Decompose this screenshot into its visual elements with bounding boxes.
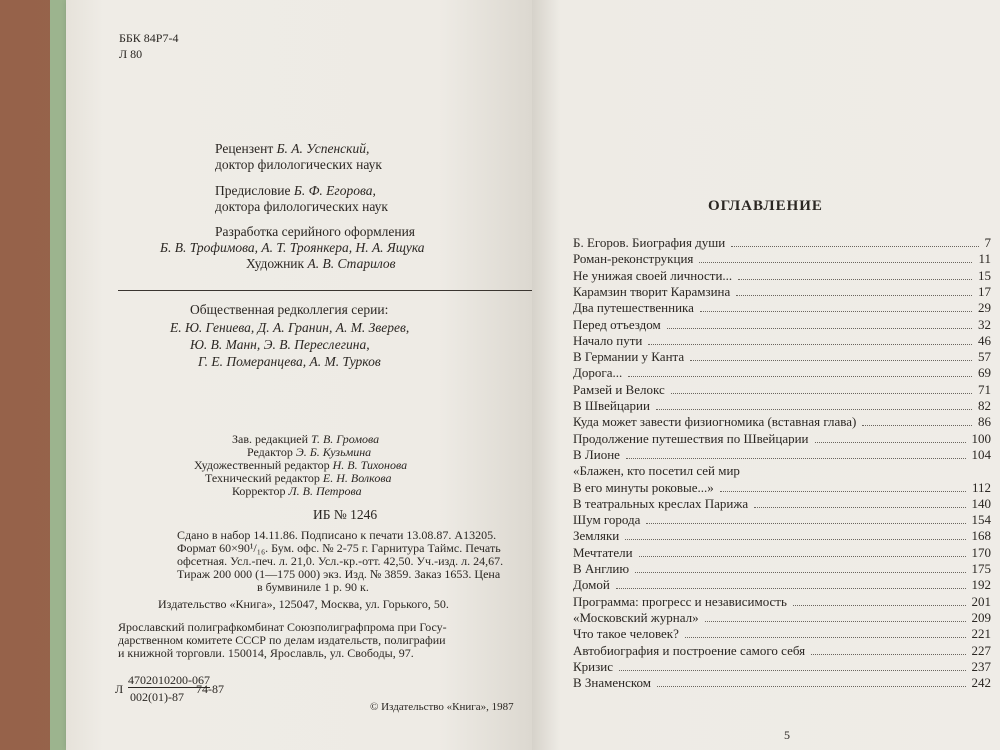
toc-entry [573, 381, 991, 398]
toc-entry [573, 267, 991, 284]
toc-entry-page: 11 [978, 251, 991, 266]
toc-entry-page: 237 [971, 659, 991, 674]
bbk-code: ББК 84Р7-4 [119, 31, 179, 45]
toc-entry-page: 7 [984, 235, 991, 250]
toc-entry-title: Карамзин творит Карамзина [573, 284, 731, 299]
toc-entry [573, 283, 991, 300]
toc-entry-title: В Швейцарии [573, 398, 650, 413]
ib-number: ИБ № 1246 [313, 507, 378, 522]
toc-entry [573, 495, 991, 512]
toc-entry-title: Куда может завести физиогномика (вставная глава) [573, 414, 857, 429]
design-authors: Б. В. Трофимова, А. Т. Троянкера, Н. А. Ящука [160, 240, 425, 255]
toc-entry-title: Дорога... [573, 365, 623, 380]
toc-entry-title: Два путешественника [573, 300, 694, 315]
toc-leader-dots [754, 507, 965, 508]
toc-leader-dots [811, 654, 965, 655]
toc-leader-dots [626, 458, 966, 459]
toc-entry-page: 29 [978, 300, 991, 315]
toc-leader-dots [700, 311, 972, 312]
toc-entry [573, 348, 991, 365]
toc-entry-title: В театральных креслах Парижа [573, 496, 749, 511]
index-suffix: 74-87 [196, 682, 224, 696]
toc-leader-dots [639, 556, 966, 557]
toc-leader-dots [699, 262, 972, 263]
toc-leader-dots [731, 246, 978, 247]
toc-leader-dots [671, 393, 972, 394]
toc-entry-title: Программа: прогресс и независимость [573, 594, 787, 609]
editor-line-2: Редактор Э. Б. Кузьмина [247, 445, 372, 459]
print-line-3: офсетная. Усл.-печ. л. 21,0. Усл.-кр.-отт. 42,50. Уч.-изд. л. 24,67. [177, 554, 504, 568]
toc-entry-page: 46 [978, 333, 991, 348]
print-line-2: Формат 60×90¹/₁₆. Бум. офс. № 2-75 г. Гарнитура Таймс. Печать [177, 541, 501, 555]
toc-entry-title: Шум города [573, 512, 641, 527]
toc-entry-title: Продолжение путешествия по Швейцарии [573, 431, 809, 446]
toc-leader-dots [625, 539, 965, 540]
toc-entry-page: 82 [978, 398, 991, 413]
toc-entry [573, 364, 991, 381]
board-title: Общественная редколлегия серии: [190, 302, 389, 317]
toc-entry-title: Автобиография и построение самого себя [573, 643, 806, 658]
toc-entry-title: В Лионе [573, 447, 620, 462]
copyright: © Издательство «Книга», 1987 [370, 701, 514, 713]
printer-line-2: дарственном комитете СССР по делам издательств, полиграфии [118, 633, 446, 647]
toc-leader-dots [720, 491, 966, 492]
toc-entry [573, 544, 991, 561]
toc-leader-dots [628, 376, 972, 377]
toc-entry-title: В Знаменском [573, 675, 652, 690]
toc-entry [573, 576, 991, 593]
toc-entry-page: 209 [971, 610, 991, 625]
toc-leader-dots [705, 621, 966, 622]
toc-entry [573, 397, 991, 414]
toc-entry [573, 674, 991, 691]
toc-leader-dots [657, 686, 965, 687]
board-line-2: Ю. В. Манн, Э. В. Переслегина, [190, 337, 370, 352]
toc-leader-dots [738, 279, 972, 280]
toc-entry-page: 227 [971, 643, 991, 658]
toc-entry [573, 527, 991, 544]
toc-entry-page: 112 [971, 480, 991, 495]
toc-entry [573, 299, 991, 316]
reviewer-degree: доктор филологических наук [215, 157, 382, 172]
editor-line-4: Технический редактор Е. Н. Волкова [205, 471, 392, 485]
toc-entry-title: В его минуты роковые...» [573, 480, 714, 495]
board-line-1: Е. Ю. Гениева, Д. А. Гранин, А. М. Зверев, [170, 320, 410, 335]
toc-entry-title: Кризис [573, 659, 613, 674]
toc-entry-title: Начало пути [573, 333, 643, 348]
toc-entry-title: «Московский журнал» [573, 610, 699, 625]
editor-line-1: Зав. редакцией Т. В. Громова [232, 432, 380, 446]
toc-entry-page: 86 [978, 414, 991, 429]
page-number: 5 [784, 728, 790, 742]
toc-entry [573, 446, 991, 463]
toc-entry-page: 104 [971, 447, 991, 462]
print-line-1: Сдано в набор 14.11.86. Подписано к печати 13.08.87. А13205. [177, 528, 497, 542]
publisher-address: Издательство «Книга», 125047, Москва, ул. Горького, 50. [158, 597, 449, 611]
printer-line-3: и книжной торговли. 150014, Ярославль, ул. Свободы, 97. [118, 646, 414, 660]
index-numerator: 4702010200-067 [128, 673, 210, 687]
printer-line-1: Ярославский полиграфкомбинат Союзполиграфпрома при Госу- [118, 620, 447, 634]
toc-leader-dots [685, 637, 966, 638]
toc-entry-title: Домой [573, 577, 610, 592]
toc-entry-title: Что такое человек? [573, 626, 679, 641]
toc-entry-page: 192 [971, 577, 991, 592]
toc-entry-page: 71 [978, 382, 991, 397]
toc-leader-dots [656, 409, 972, 410]
toc-entry-page: 100 [971, 431, 991, 446]
design-line: Разработка серийного оформления [215, 224, 416, 239]
toc-entry [573, 593, 991, 610]
toc-entry-title: Перед отъездом [573, 317, 661, 332]
toc-entry-page: 168 [971, 528, 991, 543]
toc-entry-title: Не унижая своей личности... [573, 268, 733, 283]
toc-entry-page: 201 [971, 594, 991, 609]
toc-entry-title: Рамзей и Велокс [573, 382, 665, 397]
toc-entry-page: 154 [971, 512, 991, 527]
reviewer-line: Рецензент Б. А. Успенский, [215, 141, 370, 156]
toc-entry [573, 332, 991, 349]
print-line-5: в бумвиниле 1 р. 90 к. [257, 580, 369, 594]
toc-entry [573, 234, 991, 251]
print-line-4: Тираж 200 000 (1—175 000) экз. Изд. № 3859. Заказ 1653. Цена [177, 567, 501, 581]
toc-entry-title: Б. Егоров. Биография души [573, 235, 726, 250]
preface-degree: доктора филологических наук [215, 199, 388, 214]
toc-entry-page: 221 [971, 626, 991, 641]
artist-line: Художник А. В. Старилов [246, 256, 396, 271]
toc-entry-page: 69 [978, 365, 991, 380]
index-denominator: 002(01)-87 [130, 690, 184, 704]
toc-leader-dots [690, 360, 972, 361]
toc-entry [573, 625, 991, 642]
divider-rule [118, 290, 536, 291]
toc-entry [573, 316, 991, 333]
toc-entry-title: В Германии у Канта [573, 349, 685, 364]
toc-entry [573, 560, 991, 577]
editor-line-5: Корректор Л. В. Петрова [232, 484, 362, 498]
toc-leader-dots [616, 588, 966, 589]
toc-entry-page: 170 [971, 545, 991, 560]
toc-entry-title: Земляки [573, 528, 620, 543]
toc-leader-dots [635, 572, 965, 573]
toc-leader-dots [648, 344, 972, 345]
index-prefix: Л [115, 682, 124, 696]
toc-leader-dots [646, 523, 965, 524]
toc-title: ОГЛАВЛЕНИЕ [708, 198, 823, 214]
toc-entry-title: Мечтатели [573, 545, 633, 560]
toc-entry [573, 413, 991, 430]
toc-entry-page: 15 [978, 268, 991, 283]
toc-entry [573, 658, 991, 675]
toc-entry-title: «Блажен, кто посетил сей мир [573, 463, 740, 478]
toc-entry [573, 462, 991, 479]
toc-entry [573, 430, 991, 447]
toc-entry [573, 609, 991, 626]
toc-leader-dots [667, 328, 972, 329]
toc-entry-page: 140 [971, 496, 991, 511]
toc-entry [573, 479, 991, 496]
editor-line-3: Художественный редактор Н. В. Тихонова [194, 458, 408, 472]
toc-entry-page: 175 [971, 561, 991, 576]
toc-entry-page: 17 [978, 284, 991, 299]
author-code: Л 80 [119, 47, 143, 61]
board-line-3: Г. Е. Померанцева, А. М. Турков [198, 354, 381, 369]
toc-entry-title: В Англию [573, 561, 630, 576]
toc-entry [573, 642, 991, 659]
toc-entry [573, 250, 991, 267]
toc-entry [573, 511, 991, 528]
toc-leader-dots [793, 605, 966, 606]
toc-leader-dots [619, 670, 966, 671]
toc-leader-dots [736, 295, 972, 296]
toc-leader-dots [815, 442, 966, 443]
toc-entry-page: 242 [971, 675, 991, 690]
toc-leader-dots [862, 425, 972, 426]
preface-line: Предисловие Б. Ф. Егорова, [215, 183, 376, 198]
toc-entry-title: Роман-реконструкция [573, 251, 694, 266]
toc-entry-page: 32 [978, 317, 991, 332]
toc-entry-page: 57 [978, 349, 991, 364]
